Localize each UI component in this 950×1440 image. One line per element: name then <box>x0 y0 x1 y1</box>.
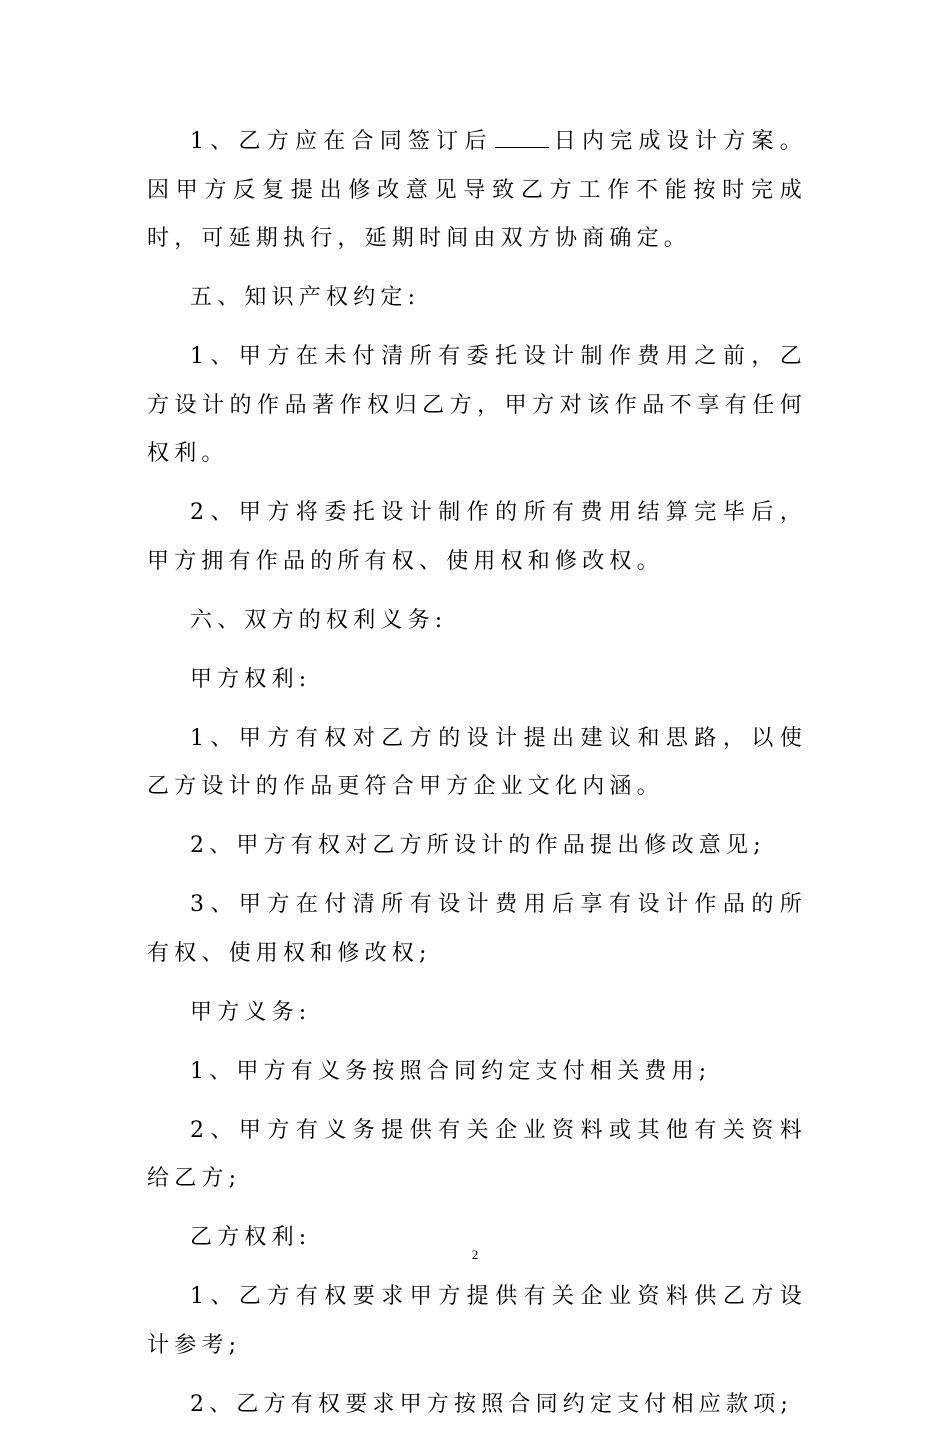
paragraph-a-duty-1: 1、甲方有义务按照合同约定支付相关费用; <box>190 1058 712 1084</box>
paragraph-text: 1、乙方应在合同签订后 <box>190 129 493 154</box>
paragraph-b-right-2: 2、乙方有权要求甲方按照合同约定支付相应款项; <box>190 1391 794 1417</box>
paragraph-ip-1: 1、甲方在未付清所有委托设计制作费用之前，乙方设计的作品著作权归乙方，甲方对该作品不享有任何权利。 <box>147 344 807 466</box>
subheading-party-b-rights: 乙方权利: <box>190 1225 312 1250</box>
subheading-party-a-rights: 甲方权利: <box>190 666 312 692</box>
paragraph-a-right-1: 1、甲方有权对乙方的设计提出建议和思路，以使乙方设计的作品更符合甲方企业文化内涵。 <box>147 725 807 799</box>
page-number: 2 <box>471 1247 479 1262</box>
paragraph-a-right-2: 2、甲方有权对乙方所设计的作品提出修改意见; <box>190 833 766 858</box>
section-heading-ip: 五、知识产权约定: <box>190 285 421 310</box>
paragraph-ip-2: 2、甲方将委托设计制作的所有费用结算完毕后，甲方拥有作品的所有权、使用权和修改权。 <box>147 500 807 574</box>
document-body <box>147 118 807 1440</box>
paragraph-design-deadline <box>147 118 807 264</box>
paragraph-text: 日内完成设计方案。因甲方反复提出修改意见导致乙方工作不能按时完成时，可延期执行，延期时间由双方协商确定。 <box>147 129 807 251</box>
paragraph-a-duty-2: 2、甲方有义务提供有关企业资料或其他有关资料给乙方; <box>147 1117 807 1191</box>
blank-days-field <box>495 125 549 148</box>
section-heading-rights: 六、双方的权利义务: <box>190 607 448 633</box>
subheading-party-a-duties: 甲方义务: <box>190 999 312 1025</box>
paragraph-a-right-3: 3、甲方在付清所有设计费用后享有设计作品的所有权、使用权和修改权; <box>147 892 807 966</box>
paragraph-b-right-1: 1、乙方有权要求甲方提供有关企业资料供乙方设计参考; <box>147 1284 807 1358</box>
